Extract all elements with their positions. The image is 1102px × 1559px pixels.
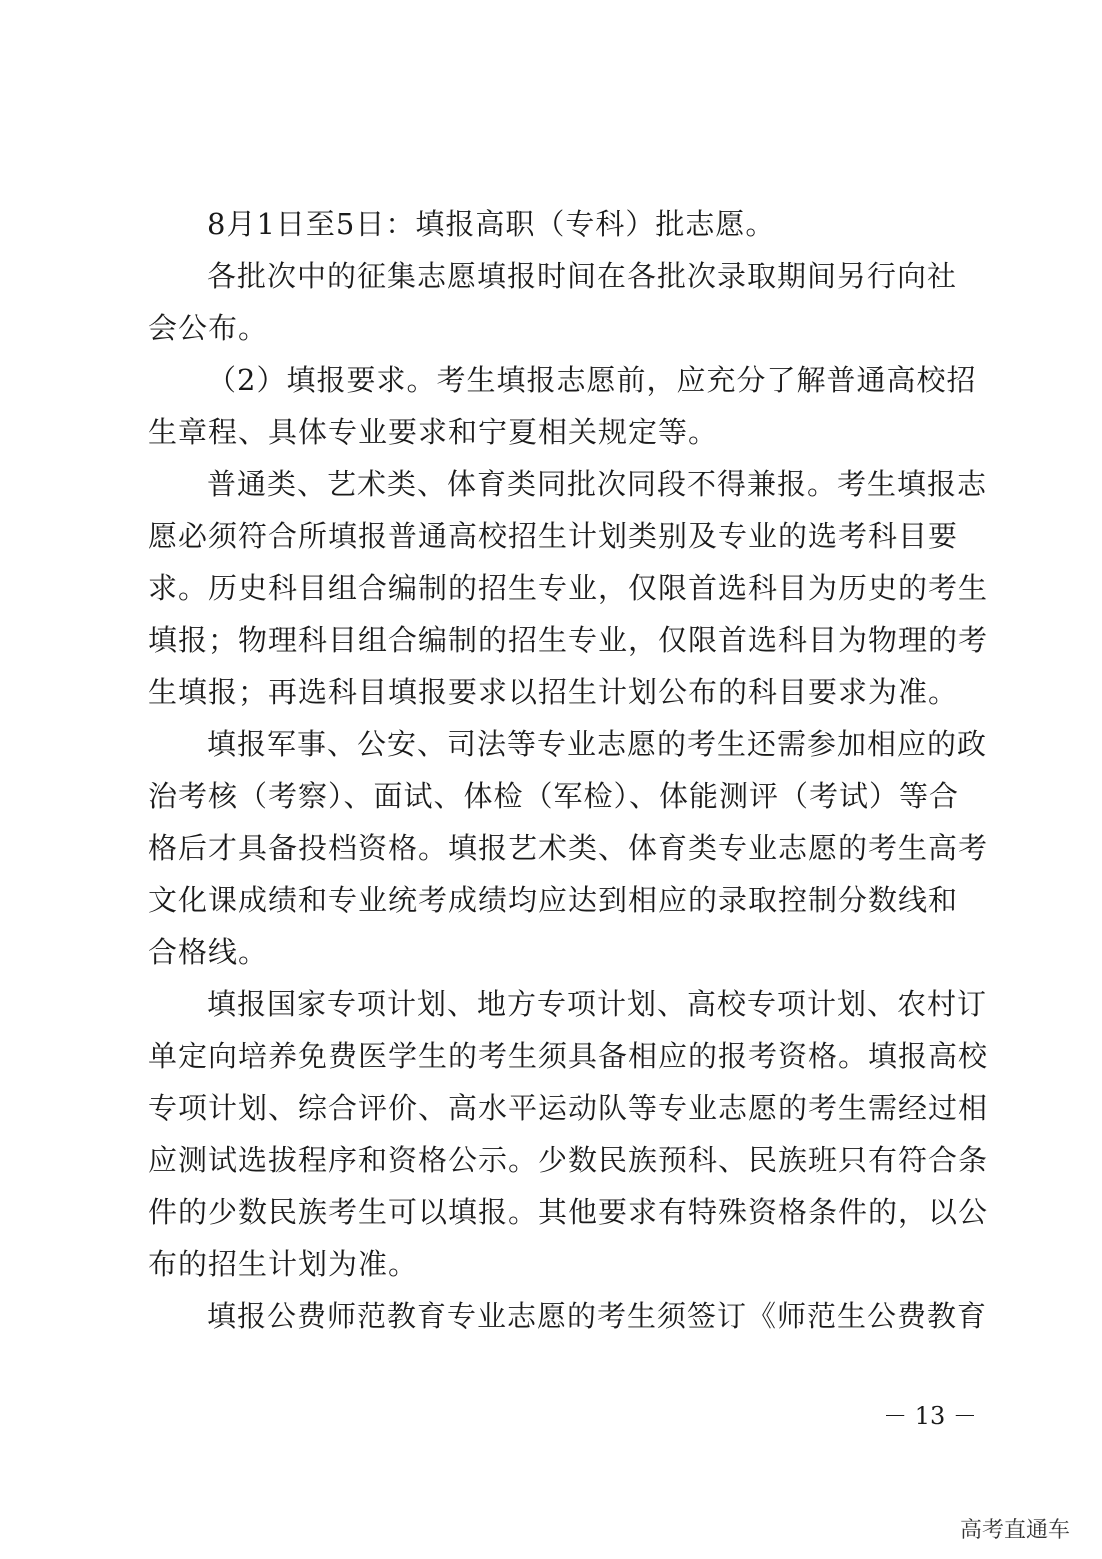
body-text-line: 生填报；再选科目填报要求以招生计划公布的科目要求为准。 xyxy=(148,675,959,709)
body-text-line: 文化课成绩和专业统考成绩均应达到相应的录取控制分数线和 xyxy=(148,883,959,917)
body-text-line: 求。历史科目组合编制的招生专业，仅限首选科目为历史的考生 xyxy=(148,571,989,605)
body-text-line: 治考核（考察）、面试、体检（军检）、体能测评（考试）等合 xyxy=(148,779,960,813)
body-text-line: 件的少数民族考生可以填报。其他要求有特殊资格条件的，以公 xyxy=(148,1195,989,1229)
body-text-line: 8月1日至5日：填报高职（专科）批志愿。 xyxy=(207,207,776,241)
body-text-line: 填报；物理科目组合编制的招生专业，仅限首选科目为物理的考 xyxy=(148,623,989,657)
body-text-line: 应测试选拔程序和资格公示。少数民族预科、民族班只有符合条 xyxy=(148,1143,989,1177)
body-text-line: 格后才具备投档资格。填报艺术类、体育类专业志愿的考生高考 xyxy=(148,831,989,865)
body-text-line: 填报公费师范教育专业志愿的考生须签订《师范生公费教育 xyxy=(207,1299,988,1333)
body-text-line: 生章程、具体专业要求和宁夏相关规定等。 xyxy=(148,415,719,449)
body-text-line: 愿必须符合所填报普通高校招生计划类别及专业的选考科目要 xyxy=(148,519,959,553)
body-text-line: 专项计划、综合评价、高水平运动队等专业志愿的考生需经过相 xyxy=(148,1091,989,1125)
body-text-line: 各批次中的征集志愿填报时间在各批次录取期间另行向社 xyxy=(207,259,958,293)
body-text-line: 填报军事、公安、司法等专业志愿的考生还需参加相应的政 xyxy=(207,727,988,761)
body-text-line: 合格线。 xyxy=(148,935,269,969)
page-number: － 13 － xyxy=(883,1402,977,1430)
body-text-line: 会公布。 xyxy=(148,311,269,345)
body-text-line: 布的招生计划为准。 xyxy=(148,1247,419,1281)
body-text-line: 单定向培养免费医学生的考生须具备相应的报考资格。填报高校 xyxy=(148,1039,989,1073)
body-text-line: 填报国家专项计划、地方专项计划、高校专项计划、农村订 xyxy=(207,987,988,1021)
body-text-line: （2）填报要求。考生填报志愿前，应充分了解普通高校招 xyxy=(207,363,977,397)
watermark-text: 高考直通车 xyxy=(959,1518,1070,1543)
body-text-line: 普通类、艺术类、体育类同批次同段不得兼报。考生填报志 xyxy=(207,467,988,501)
